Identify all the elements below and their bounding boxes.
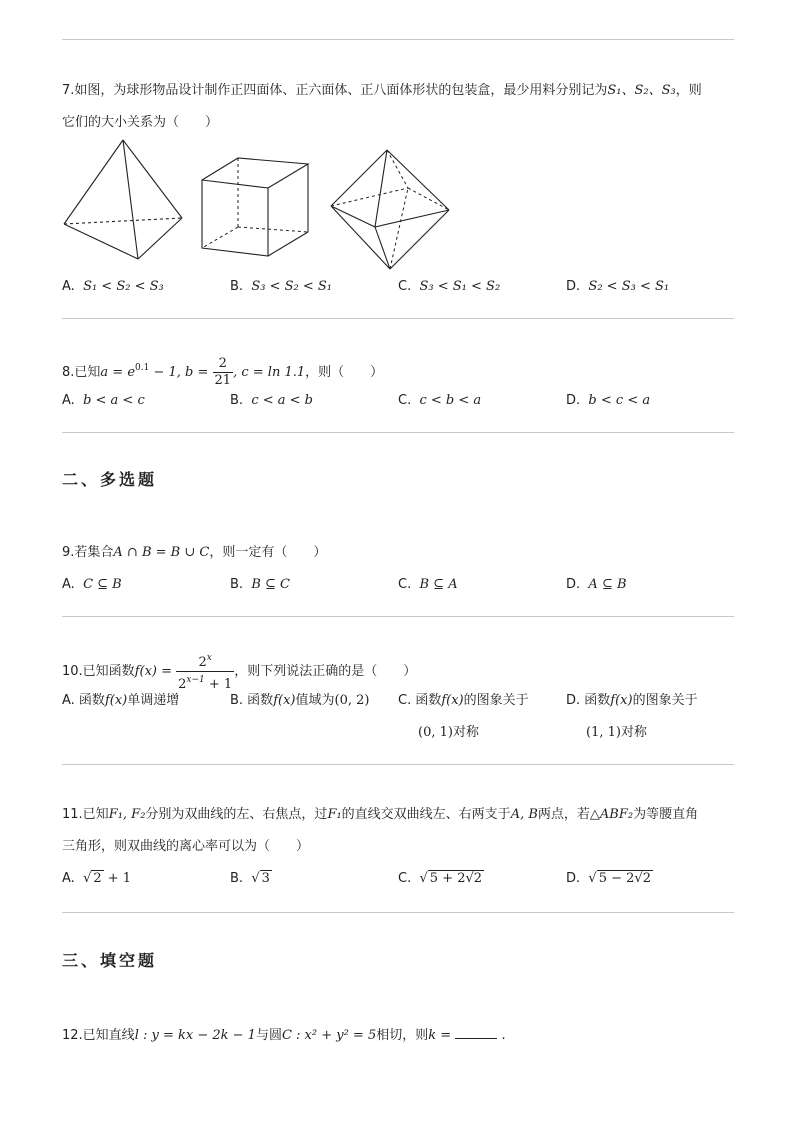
octahedron-figure (328, 148, 452, 272)
q9-option-d[interactable]: D. A ⊆ B (566, 577, 627, 592)
q10-stem: 10.已知函数f(x) = $\frac{2^x}{2^{x-1} + 1}$ ，则下列说法正确的是（ ） (62, 650, 416, 693)
q11-option-b[interactable]: B. √ 3 (230, 871, 270, 886)
q9-option-b[interactable]: B. B ⊆ C (230, 577, 290, 592)
q11-option-a[interactable]: A. √ 2 + 1 (62, 871, 132, 886)
q11-option-c[interactable]: C. √ 5 + 2√2 (398, 871, 483, 886)
q10-fraction: $\frac{2^x}{2^{x-1} + 1}$ (176, 650, 234, 693)
q10-option-c[interactable]: C. 函数f(x)的图象关于 (398, 693, 529, 708)
q9-option-a[interactable]: A. C ⊆ B (62, 577, 122, 592)
divider-q10 (62, 764, 734, 765)
tetrahedron-figure (62, 138, 186, 262)
divider-top (62, 39, 734, 40)
q7-line2: 它们的大小关系为（ ） (62, 115, 219, 130)
q10-option-d-cont[interactable]: (1, 1)对称 (586, 725, 647, 740)
q7-option-b[interactable]: B. S₃ < S₂ < S₁ (230, 279, 332, 294)
q8-option-c[interactable]: C. c < b < a (398, 393, 482, 408)
divider-q7 (62, 318, 734, 319)
q8-stem: 8.已知$a = e^{0.1} - 1$, b = $\frac{2}{21}$ , c = ln 1.1，则（ ） (62, 356, 384, 388)
q7-option-d[interactable]: D. S₂ < S₃ < S₁ (566, 279, 670, 294)
q8-option-d[interactable]: D. b < c < a (566, 393, 651, 408)
q9-option-c[interactable]: C. B ⊆ A (398, 577, 458, 592)
cube-figure (198, 155, 312, 259)
q9-stem: 9.若集合A ∩ B = B ∪ C，则一定有（ ） (62, 545, 327, 560)
q8-option-a[interactable]: A. b < a < c (62, 393, 145, 408)
q10-option-d[interactable]: D. 函数f(x)的图象关于 (566, 693, 698, 708)
section-heading-multi: 二、多选题 (62, 470, 158, 489)
q12-answer-blank[interactable] (455, 1026, 497, 1039)
section-heading-fill: 三、填空题 (62, 951, 158, 970)
q7-option-c[interactable]: C. S₃ < S₁ < S₂ (398, 279, 501, 294)
q11-option-d[interactable]: D. √ 5 − 2√2 (566, 871, 651, 886)
q12-stem: 12.已知直线l : y = kx − 2k − 1与圆C : x² + y² = 5相切，则k = . (62, 1028, 506, 1043)
divider-q11 (62, 912, 734, 913)
q10-option-a[interactable]: A. 函数f(x)单调递增 (62, 693, 180, 708)
q11-line2: 三角形，则双曲线的离心率可以为（ ） (62, 839, 310, 854)
q8-fraction: $\frac{2}{21}$ (214, 356, 232, 388)
divider-q8 (62, 432, 734, 433)
q7-option-a[interactable]: A. S₁ < S₂ < S₃ (62, 279, 164, 294)
q8-option-b[interactable]: B. c < a < b (230, 393, 313, 408)
q7-line1: 7.如图，为球形物品设计制作正四面体、正六面体、正八面体形状的包装盒，最少用料分别记为S₁、S₂、S₃，则 (62, 83, 702, 98)
q10-option-c-cont[interactable]: (0, 1)对称 (418, 725, 479, 740)
q10-option-b[interactable]: B. 函数f(x)值域为(0, 2) (230, 693, 370, 708)
divider-q9 (62, 616, 734, 617)
q11-line1: 11.已知F₁, F₂分别为双曲线的左、右焦点，过F₁的直线交双曲线左、右两支于A, B两点，若△ABF₂为等腰直角 (62, 807, 699, 822)
